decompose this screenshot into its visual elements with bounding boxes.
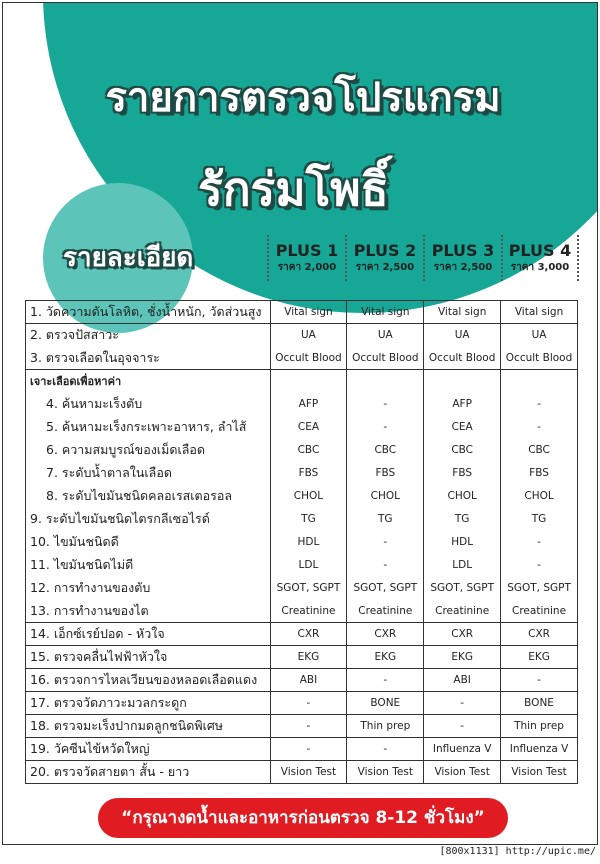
plan-name: PLUS 2 — [353, 241, 417, 260]
test-value: Occult Blood — [270, 347, 347, 370]
test-label: 3. ตรวจเลือดในอุจจาระ — [26, 347, 271, 370]
test-value: FBS — [270, 462, 347, 485]
table-row — [26, 347, 578, 370]
test-value: CHOL — [270, 485, 347, 508]
test-value: Creatinine — [501, 600, 578, 623]
test-value: Influenza V — [424, 738, 501, 761]
test-label: 11. ไขมันชนิดไม่ดี — [26, 554, 271, 577]
test-label: 15. ตรวจคลื่นไฟฟ้าหัวใจ — [26, 646, 271, 669]
plan-name: PLUS 4 — [508, 241, 572, 260]
test-value: - — [424, 715, 501, 738]
poster — [2, 2, 598, 845]
test-value: FBS — [424, 462, 501, 485]
test-value: CBC — [501, 439, 578, 462]
test-label: 17. ตรวจวัดภาวะมวลกระดูก — [26, 692, 271, 715]
test-value: LDL — [424, 554, 501, 577]
test-value: EKG — [270, 646, 347, 669]
test-label: 9. ระดับไขมันชนิดไตรกลีเซอไรด์ — [26, 508, 271, 531]
test-label: 7. ระดับน้ำตาลในเลือด — [26, 462, 271, 485]
plan-price: ราคา 2,000 — [277, 262, 337, 273]
test-value: - — [347, 669, 424, 692]
test-value: - — [347, 738, 424, 761]
test-value: CBC — [424, 439, 501, 462]
test-value: BONE — [347, 692, 424, 715]
checkup-table — [25, 300, 578, 784]
test-value: Vision Test — [347, 761, 424, 784]
test-value: SGOT, SGPT — [270, 577, 347, 600]
test-value: UA — [424, 324, 501, 347]
table-row — [26, 600, 578, 623]
test-value: Creatinine — [270, 600, 347, 623]
test-value: - — [501, 554, 578, 577]
section-label: เจาะเลือดเพื่อหาค่า — [26, 370, 271, 393]
test-label: 13. การทำงานของไต — [26, 600, 271, 623]
table-row — [26, 761, 578, 784]
test-value: ABI — [270, 669, 347, 692]
test-value: CBC — [347, 439, 424, 462]
test-value: Vital sign — [347, 301, 424, 324]
test-value — [424, 370, 501, 393]
test-value: Vital sign — [424, 301, 501, 324]
test-value: ABI — [424, 669, 501, 692]
test-value: BONE — [501, 692, 578, 715]
test-label: 12. การทำงานของตับ — [26, 577, 271, 600]
table-row — [26, 324, 578, 347]
test-value: EKG — [424, 646, 501, 669]
plan-name: PLUS 1 — [275, 241, 339, 260]
test-value: - — [501, 531, 578, 554]
test-label: 14. เอ็กซ์เรย์ปอด - หัวใจ — [26, 623, 271, 646]
plan-header — [423, 235, 501, 281]
test-value: AFP — [424, 393, 501, 416]
test-value: Vital sign — [270, 301, 347, 324]
test-value: CXR — [270, 623, 347, 646]
table-row — [26, 623, 578, 646]
table-row — [26, 393, 578, 416]
test-label: 6. ความสมบูรณ์ของเม็ดเลือด — [26, 439, 271, 462]
plan-price: ราคา 3,000 — [510, 262, 570, 273]
test-value: FBS — [347, 462, 424, 485]
test-value: TG — [501, 508, 578, 531]
test-label: 4. ค้นหามะเร็งตับ — [26, 393, 271, 416]
test-value: CXR — [501, 623, 578, 646]
table-row — [26, 692, 578, 715]
table-row — [26, 485, 578, 508]
test-value — [347, 370, 424, 393]
test-value: - — [347, 531, 424, 554]
test-value: CHOL — [424, 485, 501, 508]
table-row — [26, 439, 578, 462]
plan-name: PLUS 3 — [431, 241, 495, 260]
test-value: Occult Blood — [424, 347, 501, 370]
test-value: SGOT, SGPT — [501, 577, 578, 600]
test-value: Influenza V — [501, 738, 578, 761]
test-label: 10. ไขมันชนิดดี — [26, 531, 271, 554]
test-value: SGOT, SGPT — [347, 577, 424, 600]
test-value: CXR — [424, 623, 501, 646]
test-value: - — [424, 692, 501, 715]
test-value: CBC — [270, 439, 347, 462]
test-value: LDL — [270, 554, 347, 577]
title-line-1: รายการตรวจโปรแกรม — [105, 75, 501, 121]
test-value: CEA — [424, 416, 501, 439]
test-label: 18. ตรวจมะเร็งปากมดลูกชนิดพิเศษ — [26, 715, 271, 738]
test-value: - — [347, 554, 424, 577]
table-row — [26, 669, 578, 692]
test-value: Occult Blood — [501, 347, 578, 370]
test-value: - — [270, 692, 347, 715]
test-label: 16. ตรวจการไหลเวียนของหลอดเลือดแดง — [26, 669, 271, 692]
test-value: - — [501, 393, 578, 416]
table-row — [26, 577, 578, 600]
table-row — [26, 646, 578, 669]
test-value: CHOL — [501, 485, 578, 508]
test-value: EKG — [501, 646, 578, 669]
test-value: - — [501, 416, 578, 439]
test-value: CXR — [347, 623, 424, 646]
test-value: Vision Test — [270, 761, 347, 784]
table-row — [26, 416, 578, 439]
test-value: Creatinine — [424, 600, 501, 623]
title-line-2: รักร่มโพธิ์ — [198, 162, 389, 216]
details-heading: รายละเอียด — [63, 243, 194, 273]
test-value: TG — [347, 508, 424, 531]
test-value: - — [270, 715, 347, 738]
test-value: SGOT, SGPT — [424, 577, 501, 600]
test-label: 2. ตรวจปัสสาวะ — [26, 324, 271, 347]
test-value: - — [270, 738, 347, 761]
test-value: Thin prep — [501, 715, 578, 738]
test-value: FBS — [501, 462, 578, 485]
plan-header — [345, 235, 423, 281]
test-value: HDL — [270, 531, 347, 554]
image-credit: [800x1131] http://upic.me/ — [439, 846, 596, 857]
test-label: 20. ตรวจวัดสายตา สั้น - ยาว — [26, 761, 271, 784]
fasting-note: “กรุณางดน้ำและอาหารก่อนตรวจ 8-12 ชั่วโมง” — [98, 798, 508, 838]
test-label: 1. วัดความดันโลหิต, ชั่งน้ำหนัก, วัดส่วนสูง — [26, 301, 271, 324]
plan-headers — [267, 235, 579, 281]
table-row — [26, 301, 578, 324]
table-row — [26, 508, 578, 531]
plan-price: ราคา 2,500 — [355, 262, 415, 273]
test-value: Vision Test — [424, 761, 501, 784]
test-value: HDL — [424, 531, 501, 554]
test-value: Vital sign — [501, 301, 578, 324]
test-value: CHOL — [347, 485, 424, 508]
table-row — [26, 738, 578, 761]
test-value: TG — [270, 508, 347, 531]
plan-price: ราคา 2,500 — [433, 262, 493, 273]
test-value: - — [347, 416, 424, 439]
test-value: EKG — [347, 646, 424, 669]
test-value: UA — [270, 324, 347, 347]
test-value: AFP — [270, 393, 347, 416]
test-value — [501, 370, 578, 393]
test-value: CEA — [270, 416, 347, 439]
test-value: UA — [347, 324, 424, 347]
plan-header — [267, 235, 345, 281]
test-value: Creatinine — [347, 600, 424, 623]
table-row — [26, 554, 578, 577]
test-value: - — [347, 393, 424, 416]
table-row — [26, 462, 578, 485]
table-row — [26, 370, 578, 393]
test-value: Thin prep — [347, 715, 424, 738]
test-value: UA — [501, 324, 578, 347]
test-value: - — [501, 669, 578, 692]
test-label: 8. ระดับไขมันชนิดคลอเรสเตอรอล — [26, 485, 271, 508]
test-value: TG — [424, 508, 501, 531]
test-value: Vision Test — [501, 761, 578, 784]
table-row — [26, 715, 578, 738]
test-value: Occult Blood — [347, 347, 424, 370]
test-label: 5. ค้นหามะเร็งกระเพาะอาหาร, ลำไส้ — [26, 416, 271, 439]
test-value — [270, 370, 347, 393]
plan-header — [501, 235, 579, 281]
table-row — [26, 531, 578, 554]
test-label: 19. วัคซีนไข้หวัดใหญ่ — [26, 738, 271, 761]
